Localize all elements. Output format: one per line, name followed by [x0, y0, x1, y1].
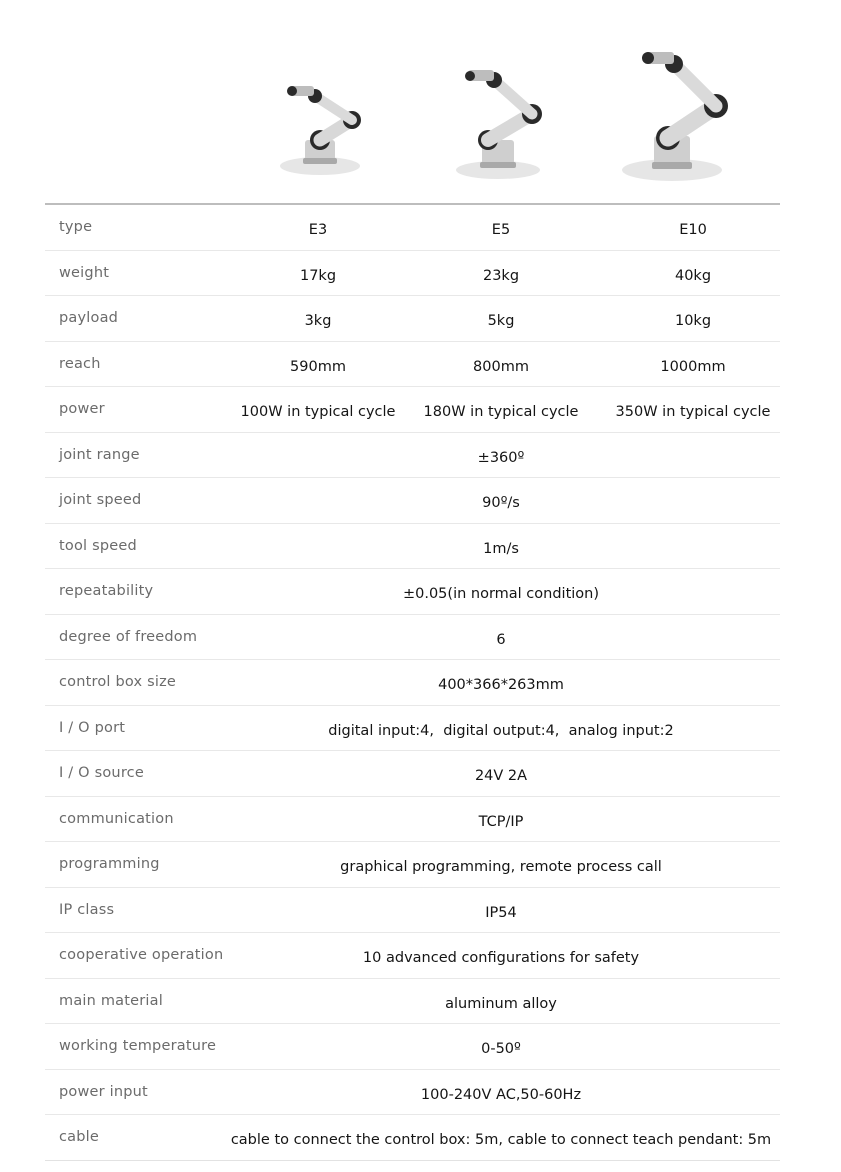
value-all-models: 100-240V AC,50-60Hz	[420, 1086, 582, 1103]
row-label: reach	[59, 355, 101, 372]
row-working-temperature	[45, 1024, 780, 1070]
value-e5: 5kg	[487, 313, 515, 329]
row-label: I / O port	[59, 719, 126, 736]
row-type	[45, 205, 780, 251]
value-e3: E3	[308, 222, 328, 238]
value-e10: 10kg	[674, 313, 712, 329]
row-tool-speed	[45, 524, 780, 570]
robot-arm-e10-image	[612, 46, 762, 188]
value-e10: E10	[679, 222, 707, 238]
value-all-models: cable to connect the control box: 5m, cable to connect teach pendant: 5m	[230, 1132, 772, 1148]
row-reach	[45, 342, 780, 388]
value-all-models: aluminum alloy	[445, 995, 557, 1012]
value-all-models: 10 advanced configurations for safety	[362, 950, 640, 966]
row-label: joint speed	[59, 492, 142, 508]
value-all-models: 400*366*263mm	[438, 677, 564, 693]
row-label: control box size	[59, 674, 177, 690]
value-all-models: 0-50º	[481, 1041, 521, 1057]
value-e3: 590mm	[290, 358, 346, 375]
value-all-models: digital input:4, digital output:4, analog input:2	[328, 722, 674, 739]
value-all-models: graphical programming, remote process call	[340, 859, 662, 875]
spec-table	[45, 203, 780, 1161]
row-label: main material	[59, 992, 163, 1009]
value-all-models: 90º/s	[482, 495, 520, 511]
row-payload	[45, 296, 780, 342]
value-all-models: TCP/IP	[478, 813, 524, 830]
robot-arm-e3-image	[270, 78, 400, 188]
row-weight	[45, 251, 780, 297]
row-label: I / O source	[59, 765, 144, 781]
row-joint-speed	[45, 478, 780, 524]
robot-arm-e5-icon	[448, 64, 578, 188]
row-label: power input	[59, 1083, 148, 1100]
row-label: payload	[59, 310, 119, 326]
row-label: working temperature	[59, 1038, 217, 1054]
value-e5: 180W in typical cycle	[423, 404, 579, 420]
value-all-models: IP54	[485, 904, 517, 921]
row-label: repeatability	[59, 583, 154, 599]
row-io-port	[45, 706, 780, 752]
value-e3: 17kg	[299, 267, 337, 284]
row-label: joint range	[59, 446, 140, 463]
row-label: tool speed	[59, 537, 137, 554]
row-label: weight	[59, 264, 110, 281]
row-programming	[45, 842, 780, 888]
value-e3: 3kg	[304, 313, 332, 329]
row-repeatability	[45, 569, 780, 615]
row-label: power	[59, 401, 105, 417]
row-degree-of-freedom	[45, 615, 780, 661]
row-label: cooperative operation	[59, 947, 224, 963]
value-all-models: 24V 2A	[474, 768, 528, 784]
row-joint-range	[45, 433, 780, 479]
row-power	[45, 387, 780, 433]
row-communication	[45, 797, 780, 843]
row-control-box-size	[45, 660, 780, 706]
value-e5: 23kg	[482, 267, 520, 284]
row-main-material	[45, 979, 780, 1025]
robot-arm-e10-icon	[612, 46, 762, 188]
row-io-source	[45, 751, 780, 797]
row-label: programming	[59, 856, 160, 872]
row-cooperative-operation	[45, 933, 780, 979]
row-label: type	[59, 219, 93, 235]
value-e5: E5	[491, 222, 511, 238]
row-ip-class	[45, 888, 780, 934]
row-label: IP class	[59, 901, 115, 918]
value-all-models: ±0.05(in normal condition)	[402, 586, 600, 602]
robot-arm-e5-image	[448, 64, 578, 188]
value-all-models: 6	[496, 631, 506, 648]
value-e10: 350W in typical cycle	[615, 404, 771, 420]
value-all-models: 1m/s	[483, 540, 519, 557]
row-label: communication	[59, 810, 174, 827]
row-label: degree of freedom	[59, 628, 198, 645]
value-all-models: ±360º	[477, 449, 525, 466]
row-power-input	[45, 1070, 780, 1116]
row-cable	[45, 1115, 780, 1161]
value-e5: 800mm	[473, 358, 529, 375]
robot-images	[0, 0, 841, 200]
value-e10: 40kg	[674, 267, 712, 284]
row-label: cable	[59, 1129, 100, 1145]
value-e10: 1000mm	[660, 358, 726, 375]
robot-arm-e3-icon	[270, 78, 400, 188]
value-e3: 100W in typical cycle	[240, 404, 396, 420]
